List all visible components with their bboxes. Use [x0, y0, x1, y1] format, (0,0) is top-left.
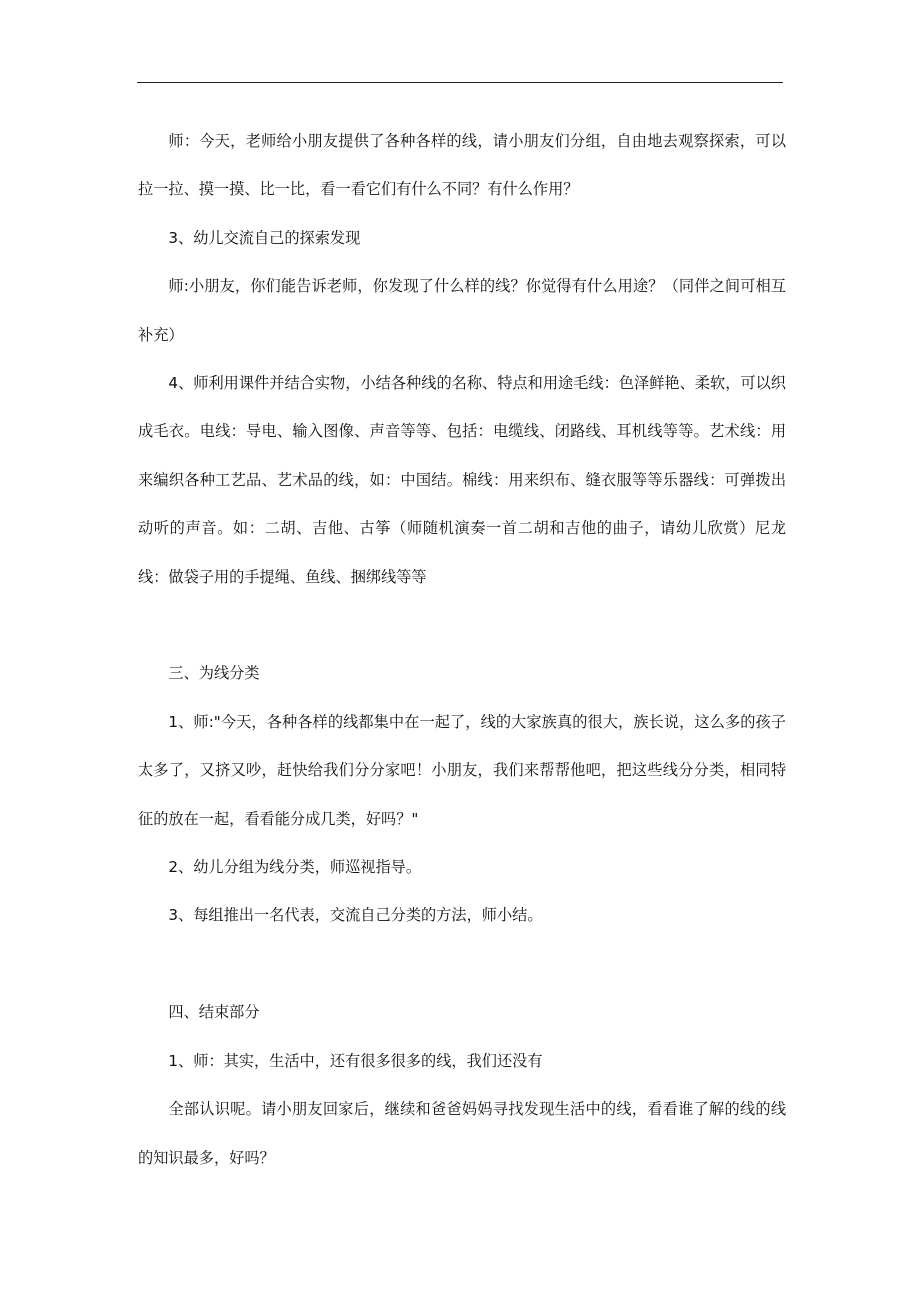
section-gap: [138, 940, 786, 988]
paragraph-step-4-summary: 4、师利用课件并结合实物，小结各种线的名称、特点和用途毛线：色泽鲜艳、柔软，可以织成毛衣。电线：导电、输入图像、声音等等、包括：电缆线、闭路线、耳机线等等。艺术线：用来编织各种工艺品、艺术品的线，如：中国结。棉线：用来织布、缝衣服等等乐器线：可弹拨出动听的声音。如：二胡、吉他、古筝（师随机演奏一首二胡和吉他的曲子，请幼儿欣赏）尼龙线：做袋子用的手提绳、鱼线、捆绑线等等: [138, 374, 786, 586]
document-body: [138, 117, 786, 1182]
paragraph-classify-step-1: 1、师:"今天，各种各样的线都集中在一起了，线的大家族真的很大，族长说，这么多的孩子太多了，又挤又吵，赶快给我们分分家吧！小朋友，我们来帮帮他吧，把这些线分分类，相同特征的放在一起，看看能分成几类，好吗？": [138, 712, 786, 828]
header-rule: [137, 82, 783, 83]
paragraph-ending-continued: 全部认识呢。请小朋友回家后，继续和爸爸妈妈寻找发现生活中的线，看看谁了解的线的线的知识最多，好吗？: [138, 1100, 786, 1167]
paragraph-ending-step-1: 1、师：其实，生活中，还有很多很多的线，我们还没有: [168, 1051, 543, 1070]
paragraph-step-3: 3、幼儿交流自己的探索发现: [168, 228, 361, 247]
section-heading-ending: 四、结束部分: [168, 1003, 260, 1022]
section-heading-classify: 三、为线分类: [168, 664, 260, 683]
section-gap: [138, 601, 786, 649]
paragraph-teacher-intro: 师：今天，老师给小朋友提供了各种各样的线，请小朋友们分组，自由地去观察探索，可以拉一拉、摸一摸、比一比，看一看它们有什么不同？有什么作用？: [138, 132, 786, 199]
paragraph-teacher-question: 师:小朋友，你们能告诉老师，你发现了什么样的线？你觉得有什么用途？（同伴之间可相互补充）: [138, 277, 786, 344]
paragraph-classify-step-2: 2、幼儿分组为线分类，师巡视指导。: [168, 858, 422, 877]
paragraph-classify-step-3: 3、每组推出一名代表，交流自己分类的方法，师小结。: [168, 906, 543, 925]
